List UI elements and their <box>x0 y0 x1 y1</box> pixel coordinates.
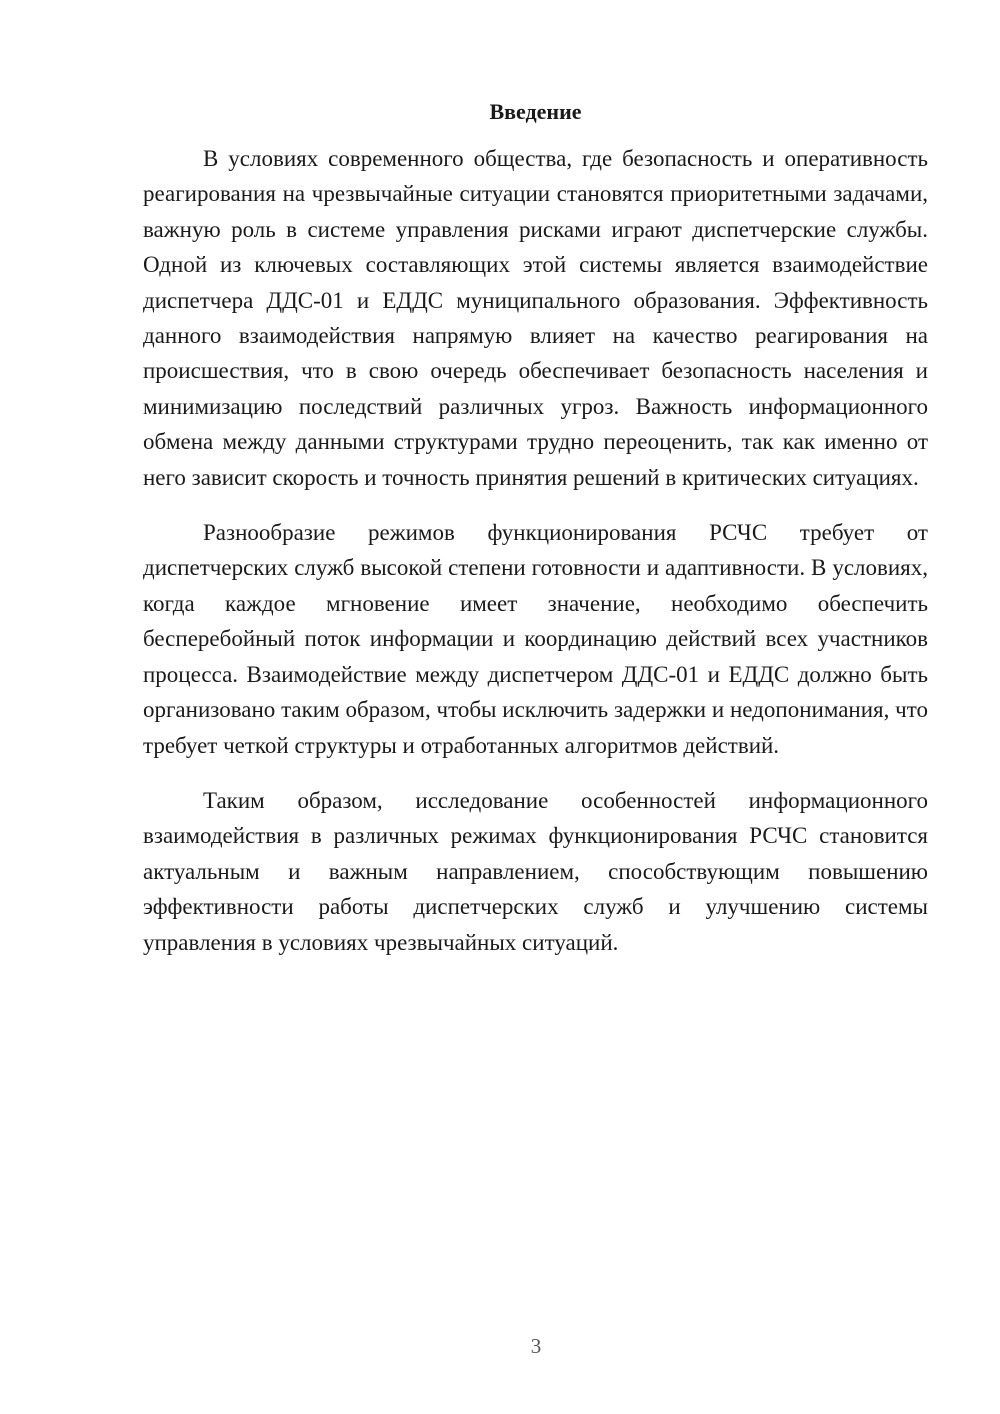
body-text <box>143 141 928 980</box>
page-number: 3 <box>530 1334 542 1358</box>
paragraph-1: В условиях современного общества, где безопасность и оперативность реагирования на чрезвычайные ситуации становятся приоритетными задачами, важную роль в системе управления рисками играют диспетчерские службы. Одной из ключевых составляющих этой системы является взаимодействие диспетчера ДДС-01 и ЕДДС муниципального образования. Эффективность данного взаимодействия напрямую влияет на качество реагирования на происшествия, что в свою очередь обеспечивает безопасность населения и минимизацию последствий различных угроз. Важность информационного обмена между данными структурами трудно переоценить, так как именно от него зависит скорость и точность принятия решений в критических ситуациях. <box>143 146 928 490</box>
section-heading: Введение <box>489 99 582 124</box>
paragraph-3: Таким образом, исследование особенностей информационного взаимодействия в различных режимах функционирования РСЧС становится актуальным и важным направлением, способствующим повышению эффективности работы диспетчерских служб и улучшению системы управления в условиях чрезвычайных ситуаций. <box>143 787 928 955</box>
paragraph-2: Разнообразие режимов функционирования РСЧС требует от диспетчерских служб высокой степени готовности и адаптивности. В условиях, когда каждое мгновение имеет значение, необходимо обеспечить бесперебойный поток информации и координацию действий всех участников процесса. Взаимодействие между диспетчером ДДС-01 и ЕДДС должно быть организовано таким образом, чтобы исключить задержки и недопонимания, что требует четкой структуры и отработанных алгоритмов действий. <box>143 520 928 758</box>
